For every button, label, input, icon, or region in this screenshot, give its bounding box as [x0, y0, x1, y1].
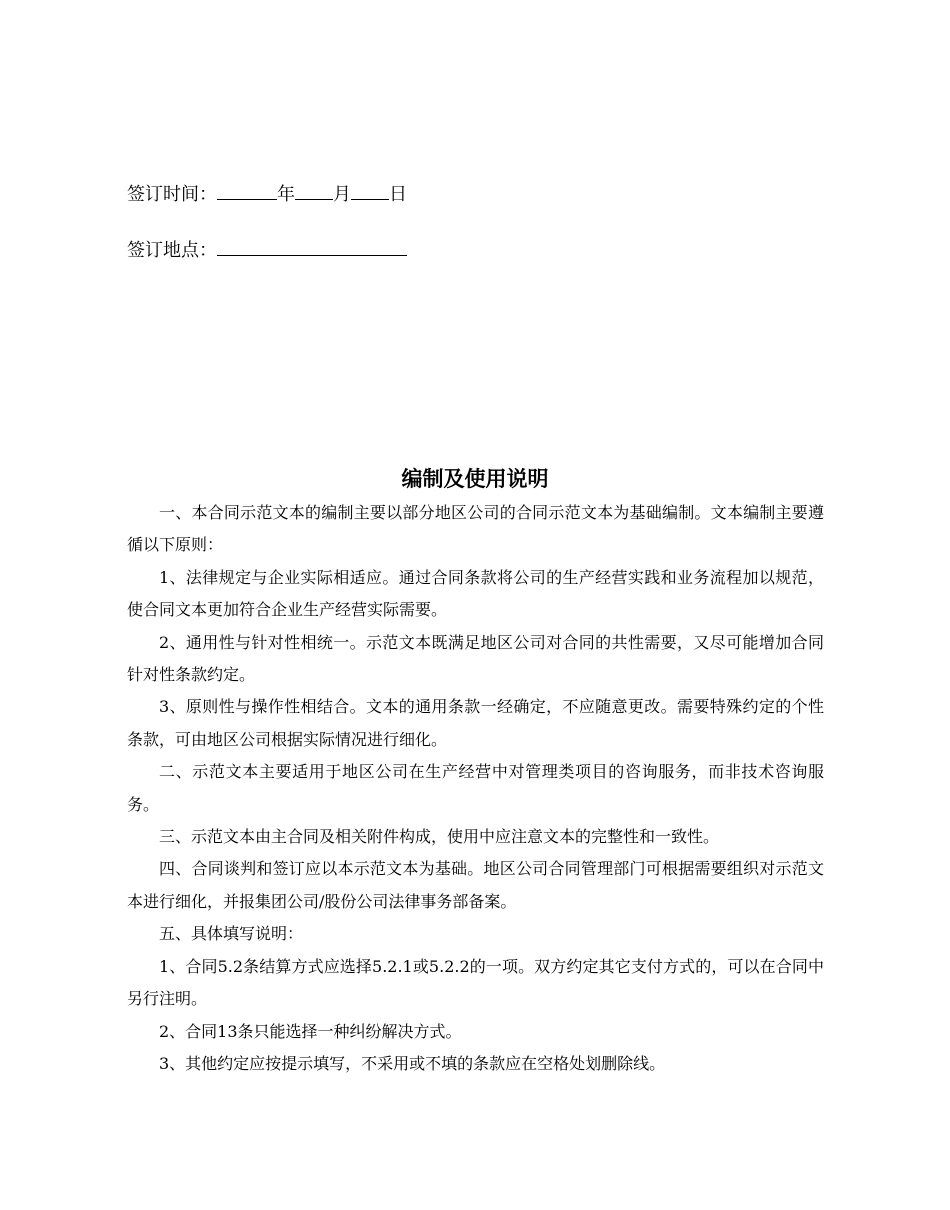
signing-time-label: 签订时间： [127, 184, 217, 205]
instruction-paragraph-4: 3、原则性与操作性相结合。文本的通用条款一经确定，不应随意更改。需要特殊约定的个性条款，可由地区公司根据实际情况进行细化。 [127, 697, 824, 749]
month-blank [295, 181, 333, 200]
signing-place-label: 签订地点： [127, 240, 217, 261]
instructions-title: 编制及使用说明 [401, 466, 549, 491]
instruction-paragraph-6: 三、示范文本由主合同及相关附件构成，使用中应注意文本的完整性和一致性。 [159, 827, 720, 847]
day-blank [351, 181, 389, 200]
instruction-paragraph-7: 四、合同谈判和签订应以本示范文本为基础。地区公司合同管理部门可根据需要组织对示范文本进行细化，并报集团公司/股份公司法律事务部备案。 [127, 859, 824, 911]
place-blank [217, 237, 407, 256]
instruction-paragraph-9: 1、合同5.2条结算方式应选择5.2.1或5.2.2的一项。双方约定其它支付方式的，可以在合同中另行注明。 [127, 956, 824, 1009]
year-unit: 年 [277, 184, 295, 205]
instruction-paragraph-10: 2、合同13条只能选择一种纠纷解决方式。 [159, 1021, 462, 1041]
instructions-body [127, 497, 824, 1080]
signing-time-line [127, 181, 407, 207]
instruction-paragraph-1: 一、本合同示范文本的编制主要以部分地区公司的合同示范文本为基础编制。文本编制主要遵循以下原则： [127, 503, 824, 555]
year-blank [217, 181, 277, 200]
month-unit: 月 [333, 184, 351, 205]
instruction-paragraph-8: 五、具体填写说明： [159, 924, 304, 944]
instruction-paragraph-5: 二、示范文本主要适用于地区公司在生产经营中对管理类项目的咨询服务，而非技术咨询服务。 [127, 762, 824, 814]
instruction-paragraph-11: 3、其他约定应按提示填写，不采用或不填的条款应在空格处划删除线。 [159, 1053, 666, 1073]
signing-place-line [127, 237, 407, 263]
instruction-paragraph-2: 1、法律规定与企业实际相适应。通过合同条款将公司的生产经营实践和业务流程加以规范，使合同文本更加符合企业生产经营实际需要。 [127, 567, 824, 620]
day-unit: 日 [389, 184, 407, 205]
instruction-paragraph-3: 2、通用性与针对性相统一。示范文本既满足地区公司对合同的共性需要，又尽可能增加合同针对性条款约定。 [127, 632, 824, 685]
